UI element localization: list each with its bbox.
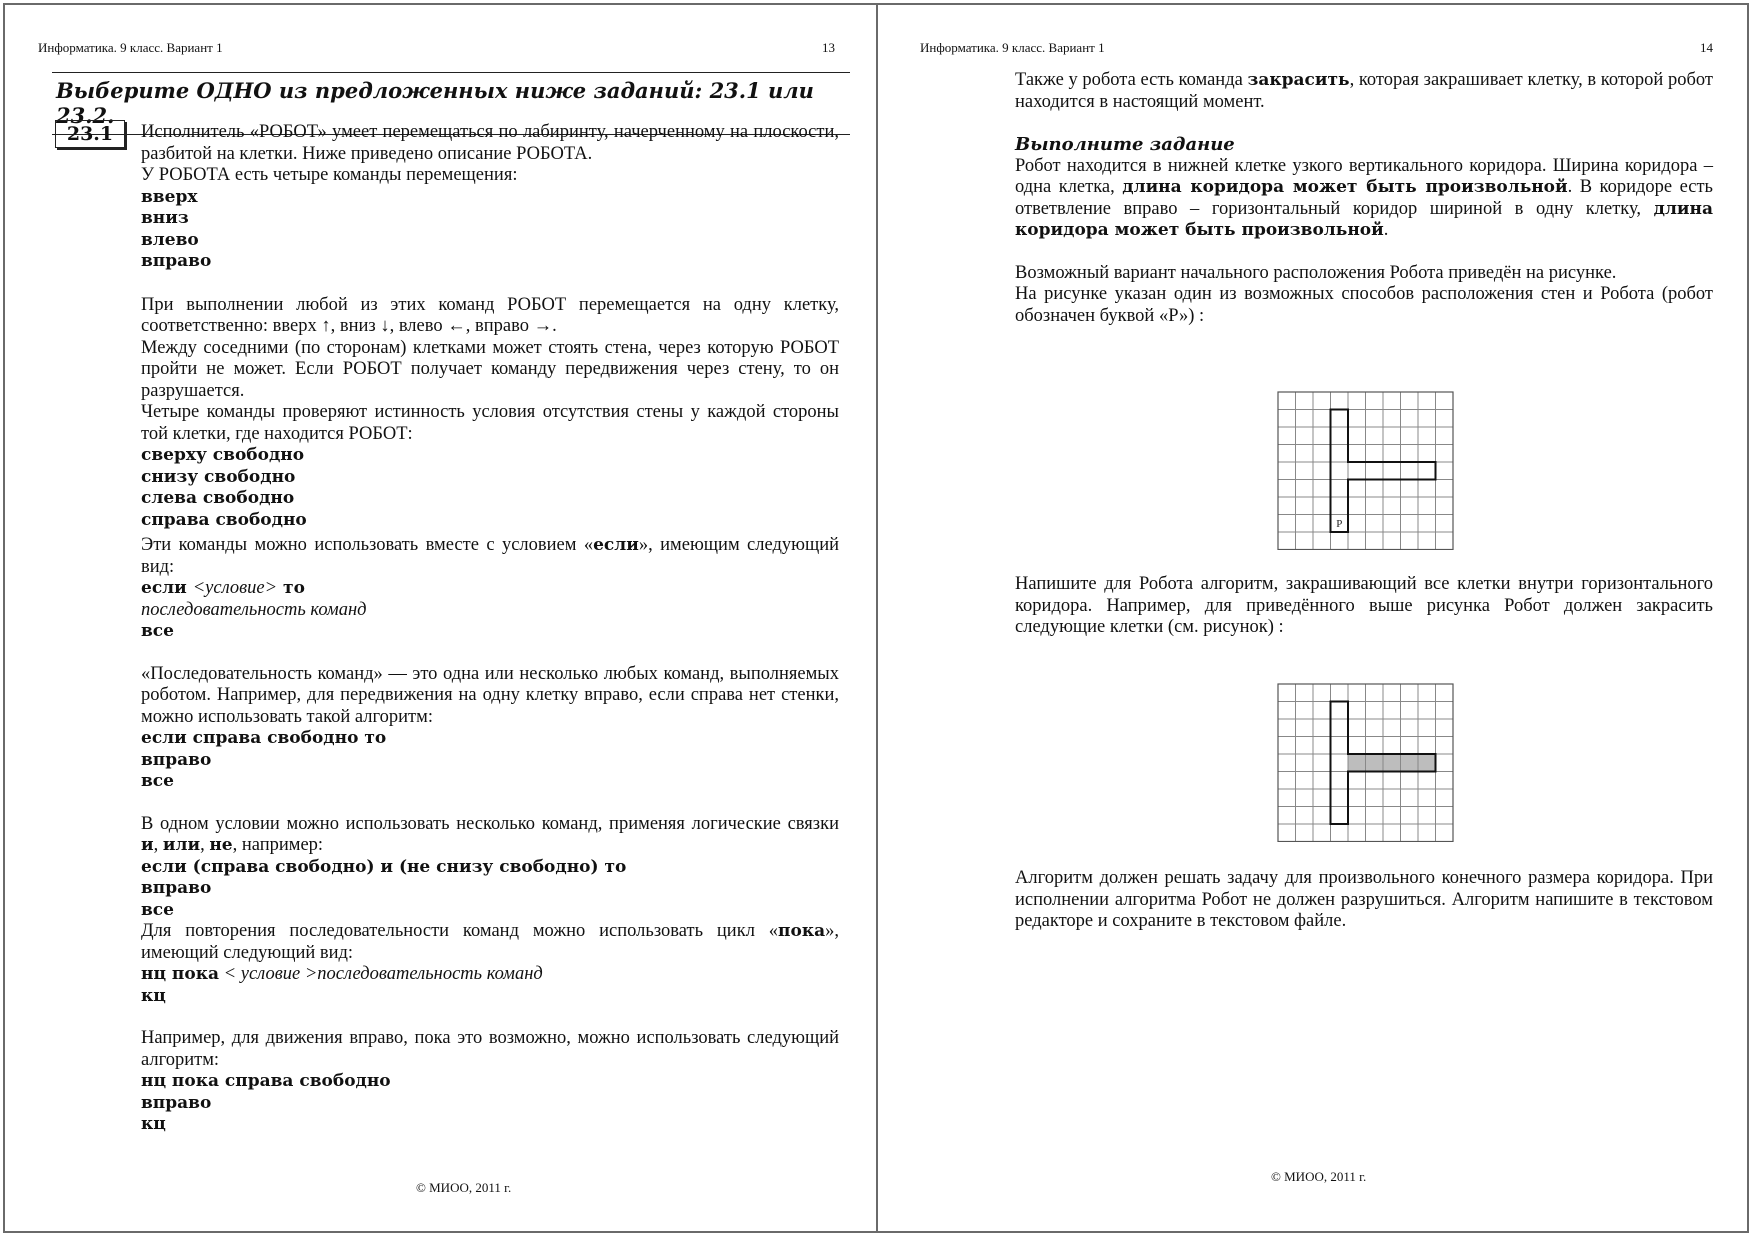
intro-paragraph: Исполнитель «РОБОТ» умеет перемещаться по лабиринту, начерченному на плоскости, разбитой на клетки. Ниже приведено описание РОБОТА. <box>141 122 839 164</box>
if-syntax-sequence: последовательность команд <box>141 599 367 620</box>
page-number: 13 <box>822 40 835 55</box>
logic-intro: В одном условии можно использовать несколько команд, применяя логические связки и, или, не, например: <box>141 813 839 855</box>
conditions-intro: Четыре команды проверяют истинность условия отсутствия стены у каждой стороны той клетки, где находится РОБОТ: <box>141 402 839 444</box>
if-keyword: если <box>593 535 639 555</box>
write-paragraph: Напишите для Робота алгоритм, закрашивающий все клетки внутри горизонтального коридора. Например, для приведённого выше рисунка Робот должен закрасить следующие клетки (см. рисунок) : <box>1015 574 1713 637</box>
page-number: 14 <box>1700 40 1713 55</box>
painted-cell <box>1383 754 1401 772</box>
write-section <box>1015 574 1713 639</box>
running-header: Информатика. 9 класс. Вариант 1 <box>920 40 1105 55</box>
loop-syntax-end: кц <box>141 985 166 1006</box>
figure-caption: На рисунке указан один из возможных способов расположения стен и Робота (робот обозначен буквой «Р») : <box>1015 284 1713 326</box>
choose-task-heading: Выберите ОДНО из предложенных ниже заданий: 23.1 или 23.2. <box>52 72 850 135</box>
variant-paragraph: Возможный вариант начального расположения Робота приведён на рисунке. <box>1015 262 1617 283</box>
example3-line: вправо <box>141 1092 212 1113</box>
final-section <box>1015 868 1713 933</box>
example1-line: все <box>141 771 174 791</box>
task-heading: Выполните задание <box>1015 134 1235 155</box>
example3-line: нц пока справа свободно <box>141 1071 391 1091</box>
example1-line: если справа свободно то <box>141 728 387 748</box>
loop-keyword: пока <box>778 921 826 941</box>
loop-intro: Для повторения последовательности команд можно использовать цикл «пока», имеющий следующий вид: <box>141 921 839 963</box>
command-move-left: влево <box>141 229 199 250</box>
task-paragraph: Робот находится в нижней клетке узкого вертикального коридора. Ширина коридора – одна клетка, длина коридора может быть произвольной. В коридоре есть ответвление вправо – горизонтальный коридор шириной в одну клетку, длина коридора может быть произвольной. <box>1015 155 1713 240</box>
painted-cell <box>1366 754 1384 772</box>
if-syntax: если <условие> то <box>141 578 305 598</box>
if-syntax-end: все <box>141 621 174 641</box>
condition-up-free: сверху свободно <box>141 445 305 465</box>
painted-cell <box>1348 754 1366 772</box>
copyright-footer: © МИОО, 2011 г. <box>416 1180 512 1195</box>
example1-line: вправо <box>141 749 212 770</box>
condition-left-free: слева свободно <box>141 488 295 508</box>
paint-command-paragraph: Также у робота есть команда закрасить, которая закрашивает клетку, в которой робот находится в настоящий момент. <box>1015 70 1713 112</box>
copyright-footer: © МИОО, 2011 г. <box>1271 1169 1367 1184</box>
command-move-right: вправо <box>141 251 212 271</box>
condition-right-free: справа свободно <box>141 509 307 530</box>
example3-line: кц <box>141 1114 166 1134</box>
move-description: При выполнении любой из этих команд РОБОТ перемещается на одну клетку, соответственно: вверх ↑, вниз ↓, влево ←, вправо →. <box>141 294 839 336</box>
if-intro: Эти команды можно использовать вместе с условием «если», имеющим следующий вид: <box>141 535 839 577</box>
maze-grid-initial <box>1276 390 1456 550</box>
moves-intro: У РОБОТА есть четыре команды перемещения: <box>141 165 518 185</box>
example2-line: все <box>141 899 174 920</box>
task-body <box>141 122 839 1136</box>
task-continued <box>1015 70 1713 327</box>
loop-example-intro: Например, для движения вправо, пока это возможно, можно использовать следующий алгоритм: <box>141 1028 839 1070</box>
page-14 <box>878 0 1754 1239</box>
loop-syntax: нц пока < условие >последовательность команд <box>141 964 543 984</box>
robot-marker: Р <box>1336 518 1343 531</box>
condition-down-free: снизу свободно <box>141 466 296 487</box>
paint-keyword: закрасить <box>1247 70 1350 90</box>
wall-description: Между соседними (по сторонам) клетками может стоять стена, через которую РОБОТ пройти не может. Если РОБОТ получает команду передвижения через стену, то он разрушается. <box>141 337 839 401</box>
final-paragraph: Алгоритм должен решать задачу для произвольного конечного размера коридора. При исполнении алгоритма Робот не должен разрушиться. Алгоритм напишите в текстовом редакторе и сохраните в текстовом файле. <box>1015 868 1713 931</box>
painted-cell <box>1418 754 1436 772</box>
example2-line: если (справа свободно) и (не снизу свободно) то <box>141 856 627 877</box>
command-move-up: вверх <box>141 186 198 207</box>
maze-grid-painted <box>1276 682 1456 842</box>
initial-position-figure <box>1276 390 1456 550</box>
running-header: Информатика. 9 класс. Вариант 1 <box>38 40 223 55</box>
sequence-description: «Последовательность команд» — это одна или несколько любых команд, выполняемых роботом. Например, для передвижения на одну клетку вправо, если справа нет стенки, можно использовать такой алгоритм: <box>141 663 839 727</box>
painted-cell <box>1401 754 1419 772</box>
painted-cells-figure <box>1276 682 1456 842</box>
example2-line: вправо <box>141 878 212 898</box>
page-13 <box>0 0 876 1239</box>
task-number-badge: 23.1 <box>55 120 125 148</box>
command-move-down: вниз <box>141 208 189 228</box>
